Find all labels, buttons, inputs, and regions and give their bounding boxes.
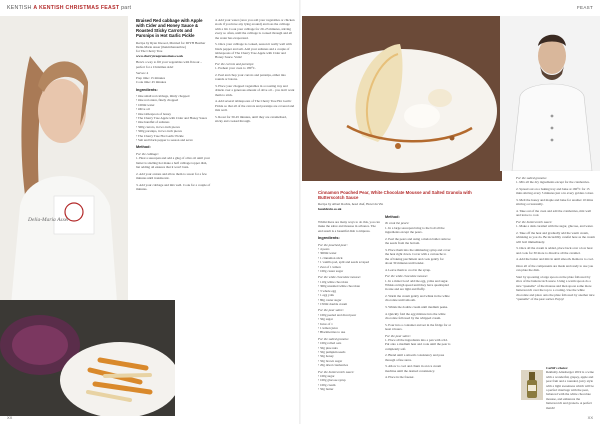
- ingredient-item: • 300ml water: [318, 251, 337, 256]
- ingredient-group: [318, 374, 380, 392]
- method-step: 2. Spread out on a baking tray and bake at 160°C for 15 mins stirring every 5 minutes just a in every golden colour.: [516, 187, 594, 196]
- method-subheading: For the carrots and parsnips:: [215, 62, 255, 67]
- chef-photo: [0, 16, 128, 336]
- ingredient-group-title: For the white chocolate mousse:: [318, 275, 362, 280]
- ingredient-item: • 100g cream: [318, 382, 336, 387]
- credit-line: Recipe by Albert Rachis, head chef, Hotel du Vin: [318, 202, 384, 207]
- right-page-number: XX: [587, 415, 593, 420]
- ingredient-item: • 50g pine nuts: [318, 345, 338, 350]
- method-step: 1. Heat a saucepan and add a glug of olive oil until your butter is sizzling hot make a half cabbage topper dish, but adding oil ensures that it won't burn.: [136, 156, 210, 170]
- method-step: 1. Mix all the dry ingredients except for the cranberries.: [516, 180, 590, 185]
- method-step: 1. Place all the ingredients into a pan with a lid. Put onto a medium heat and cook until the pear is completely soft.: [385, 338, 451, 351]
- method-step: 4. Place in the freezer.: [385, 375, 415, 380]
- ingredient-item: • Blackberries to use: [318, 330, 346, 335]
- recipe-meta: Serves: 4: [136, 71, 149, 76]
- left-recipe-intro: [136, 18, 211, 194]
- left-recipe-method-cont: [215, 18, 295, 126]
- recipe-meta: Prep time: 15 minutes: [136, 75, 166, 80]
- method-step: 3. Place your chopped vegetables in a roasting tray and drizzle over a generous amount of olive oil – you don't want them to stick.: [215, 84, 295, 97]
- method-step: 5. Roast for 30-45 minutes, until they are caramelised, sticky and cooked through.: [215, 114, 287, 124]
- method-step: 2. Blend until a smooth consistency and pass through a fine sieve.: [385, 353, 445, 362]
- ingredient-item: • 500g carrots, in two inch pieces: [136, 124, 180, 129]
- ingredient-item: • The Cherry Tree Hot Garlic Pickle: [136, 133, 184, 138]
- chef-signature: Delia-Maria Asser: [28, 217, 70, 223]
- method-step: 4. Add your water (once you add your vegetables or chicken stock if you have any lying around) and toss the cabbage with a lid. Cook your cabbage for 20–25 minutes, stirring every so often, until the cabbage is cooked through and all the water has evaporated.: [215, 18, 295, 40]
- left-recipe-title: Braised Red cabbage with Apple with Cider and Honey Sauce & Roasted Sticky Carrots and Parsnips in Hot Garlic Pickle: [136, 18, 203, 39]
- ingredient-item: • 50g honey: [318, 354, 334, 359]
- ingredient-item: • 1 cinnamon stick: [318, 255, 343, 260]
- method-step: 3. Place them into the simmering syrup and cover the heat right down. Cover with a cartouche to the of baking parchment and cook gently for about 30 minutes until tender.: [385, 247, 451, 266]
- right-recipe-title: Cinnamon Poached Pear, White Chocolate Mousse and Salted Granola with Butterscotch Sauce: [318, 190, 472, 201]
- ingredient-item: • 100g caster sugar: [318, 269, 344, 274]
- section-suffix: part: [121, 5, 132, 11]
- ingredient-item: • 50g pumpkin seeds: [318, 349, 346, 354]
- dessert-photo: [302, 16, 502, 181]
- method-step: 1. Preheat your oven to 180°C.: [215, 66, 256, 71]
- ingredient-group: [318, 341, 380, 367]
- plating-text: Once all of the components are made and ready to use you can plate the dish.: [516, 264, 594, 273]
- running-header: [7, 5, 131, 11]
- method-step: 5. Pour into a container and set in the fridge for at least 4 hours.: [385, 322, 451, 332]
- right-recipe-method: [385, 212, 451, 382]
- ingredient-item: • 1 vanilla pod, split and seeds scraped: [318, 260, 369, 265]
- ingredient-item: • One handful of sultanas: [136, 120, 170, 125]
- ingredient-group-title: For the pear sabre:: [318, 308, 344, 313]
- ingredient-group-title: For the poached pear:: [318, 242, 348, 247]
- method-step: 4. Take out of the oven and add the cranberries, mix well and leave to cool.: [516, 209, 592, 218]
- pairing-text: Rekhuby Altesberger 2019 is a wine with a wonderful, grapey, apple and pear fruit and a rounded, juicy style with a light sweetness which will be a perfect marriage with the pear, balanced with the white chocolate mousse, and enhances the butterscotch and granola. A perfect match!: [546, 370, 594, 410]
- ingredient-item: • Olive oil: [136, 107, 150, 112]
- method-step: 2. Peel the pears and using a melon baller remove the seeds from the bottom.: [385, 236, 451, 246]
- method-subheading: For the cabbage:: [136, 151, 159, 156]
- recipe-meta: Cook time: 45 minutes: [136, 80, 167, 85]
- method-step: 4. Add the butter and mix in until smooth. Remove to cool.: [516, 257, 594, 262]
- ingredient-item: • One tablespoon of honey: [136, 111, 172, 116]
- ingredient-item: • 80g caster sugar: [318, 297, 342, 302]
- right-recipe-header: [318, 190, 498, 213]
- ingredient-group-title: For the salted granola:: [318, 336, 349, 341]
- left-recipe-intro-text: Here's a way to fill your vegetables with flavour – perfect for a Christmas side!: [136, 60, 203, 69]
- ingredient-item: • 100g glucose syrup: [318, 378, 346, 383]
- credit-line: Delia-Marie Asser (thekitchenoutlaw): [136, 44, 186, 49]
- ingredient-item: • 1 egg yolk: [318, 293, 334, 298]
- ingredient-item: • 100g sugar: [318, 374, 335, 378]
- method-step: 3. Melt the honey and maple and bake for another 10 mins stirring occasionally.: [516, 198, 594, 207]
- method-step: 2. Warm the cream gently and whisk in the white chocolate until smooth.: [385, 294, 450, 303]
- method-step: 4. Add several tablespoons of The Cherry Tree Hot Garlic Pickle so that all of the carrots and parsnips are covered and mix well.: [215, 99, 295, 113]
- left-ingredients-list: [136, 94, 211, 142]
- ingredient-item: • 3 whole egg: [318, 288, 337, 293]
- method-step: 5. Once your cabbage is cooked, season it really well with black pepper and salt. Add your sultanas and a couple of tablespoons of The Cherry Tree Apple with Cider and Honey Sauce. Voila!: [215, 42, 292, 60]
- method-subheading: To cook the pears:: [385, 221, 410, 226]
- method-step: 1. In a mixer bowl add the egg, yolks and sugar. Whisk on high speed until they have quadrupled in size and are light and fluffy.: [385, 278, 449, 292]
- ingredient-item: • 20g dried cranberries: [318, 363, 348, 368]
- ingredient-item: • 100g peeled and diced pear: [318, 312, 357, 317]
- ingredient-item: • 300g unsalted white chocolate: [318, 284, 360, 289]
- magazine-name: KENTISH: [7, 5, 32, 11]
- ingredient-group: [318, 313, 380, 335]
- method-step: 3. Once all the cream is added, place back over a low heat and cook for 30 more to dissolve all the caramel.: [516, 246, 593, 255]
- method-step: 1. In a large saucepan bring to the boil all the ingredients except the pears.: [385, 225, 445, 235]
- ingredient-group: [318, 247, 380, 273]
- pairing-title: Carbil's choice:: [546, 366, 569, 370]
- method-step: 4. Leave them to cool in the syrup.: [385, 267, 431, 272]
- method-subheading: For the pear sabre:: [385, 333, 411, 338]
- left-page-number: XX: [7, 415, 13, 420]
- ingredients-heading: Ingredients:: [136, 87, 158, 92]
- method-heading: Method:: [385, 215, 400, 219]
- ingredient-item: • 50g sugar: [318, 317, 333, 322]
- ingredient-item: • 1 lemon juice: [318, 325, 338, 330]
- credit-line: Recipe by Ryan Inwood, Married for DJYH Heather: [136, 40, 206, 45]
- ingredient-item: • Salt and black pepper to season and serve: [136, 138, 193, 143]
- ingredient-item: • 50g butter: [318, 387, 334, 392]
- ingredients-heading: Ingredients:: [318, 236, 340, 241]
- ingredient-group-title: For the butterscotch sauce:: [318, 369, 355, 374]
- method-step: 3. Add your cabbage and mix well. Cook for a couple of minutes.: [136, 182, 211, 192]
- right-recipe-method-cont: [516, 176, 596, 304]
- ingredient-item: • 150ml double cream: [318, 301, 348, 306]
- ingredient-item: • Zest of 1 lemon: [318, 264, 341, 269]
- vegetable-dish-photo: [0, 300, 175, 416]
- ingredient-item: • 4 pears: [318, 247, 330, 252]
- method-step: 2. Peel and chop your carrots and parsnips, either into rounds or batons.: [215, 73, 286, 82]
- ingredient-item: • 100g rolled oats: [318, 341, 342, 346]
- right-recipe-ingredients: [318, 220, 380, 394]
- method-subheading: For the salted granola:: [516, 176, 547, 180]
- credit-line: for The Cherry Tree: [136, 49, 163, 54]
- wine-pairing: [546, 366, 596, 412]
- ingredient-item: • Juice of 1: [318, 321, 333, 326]
- credit-link[interactable]: hotelduvin.co.uk: [318, 206, 342, 211]
- method-subheading: For the white chocolate mousse:: [385, 274, 429, 279]
- method-subheading: For the butterscotch sauce:: [516, 220, 553, 224]
- ingredient-item: • 110g white chocolate: [318, 279, 349, 284]
- ingredient-item: • One red onion, finely chopped: [136, 98, 179, 103]
- wine-bottle-thumbnail: [521, 370, 543, 400]
- credit-link[interactable]: www.cherrytreepromotions.co.uk: [136, 53, 184, 58]
- ingredient-item: • 500g parsnips, in two inch pieces: [136, 129, 182, 134]
- method-step: 4. Quickly fold the egg mixture into the white chocolate followed by the whipped cream.: [385, 311, 446, 321]
- right-recipe-intro-text: Whilst there are many ways to do this, you can make the sabre and mousse in advance. The end result is a beautiful dish to impress.: [318, 220, 380, 233]
- ingredient-item: • 50g brown sugar: [318, 358, 343, 363]
- ingredient-item: • 100ml water: [136, 102, 155, 107]
- method-step: 1. Make a dark caramel with the sugar, glucose, and water.: [516, 224, 594, 229]
- method-step: 3. Whisk the double cream until medium peaks.: [385, 305, 449, 310]
- method-step: 2. Add your onions and allow them to sweat for a few minutes until translucent.: [136, 171, 207, 181]
- running-header-right: FEAST: [576, 5, 593, 10]
- ingredient-item: • The Cherry Tree Apple with Cider and Honey Sauce: [136, 116, 208, 121]
- chef-portrait-photo: [500, 16, 600, 171]
- page-gutter: [299, 0, 301, 424]
- ingredient-item: • One small red cabbage, thinly chopped: [136, 94, 190, 98]
- method-step: 2. Take off the heat and gradually add the warm cream, whisking as you do. Be incredibly careful here as the cream will boil immediately.: [516, 231, 595, 244]
- plating-text: Start by spooning a large spoon on the plate followed by slice of the butterscotch sauce. Using a warm spoon do a nice "quenelle" of the mousse and then spoon some more butterscotch over the top to a coating. Use the white chocolate and place onto the plate followed by another nice "quenelle" of the pear sorbet. Enjoy!: [516, 275, 595, 302]
- section-title: A KENTISH CHRISTMAS FEAST: [33, 5, 120, 11]
- method-heading: Method:: [136, 145, 151, 150]
- method-step: 3. Allow to cool and churn in an ice cream machine until the desired consistency.: [385, 364, 442, 373]
- ingredient-group: [318, 280, 380, 306]
